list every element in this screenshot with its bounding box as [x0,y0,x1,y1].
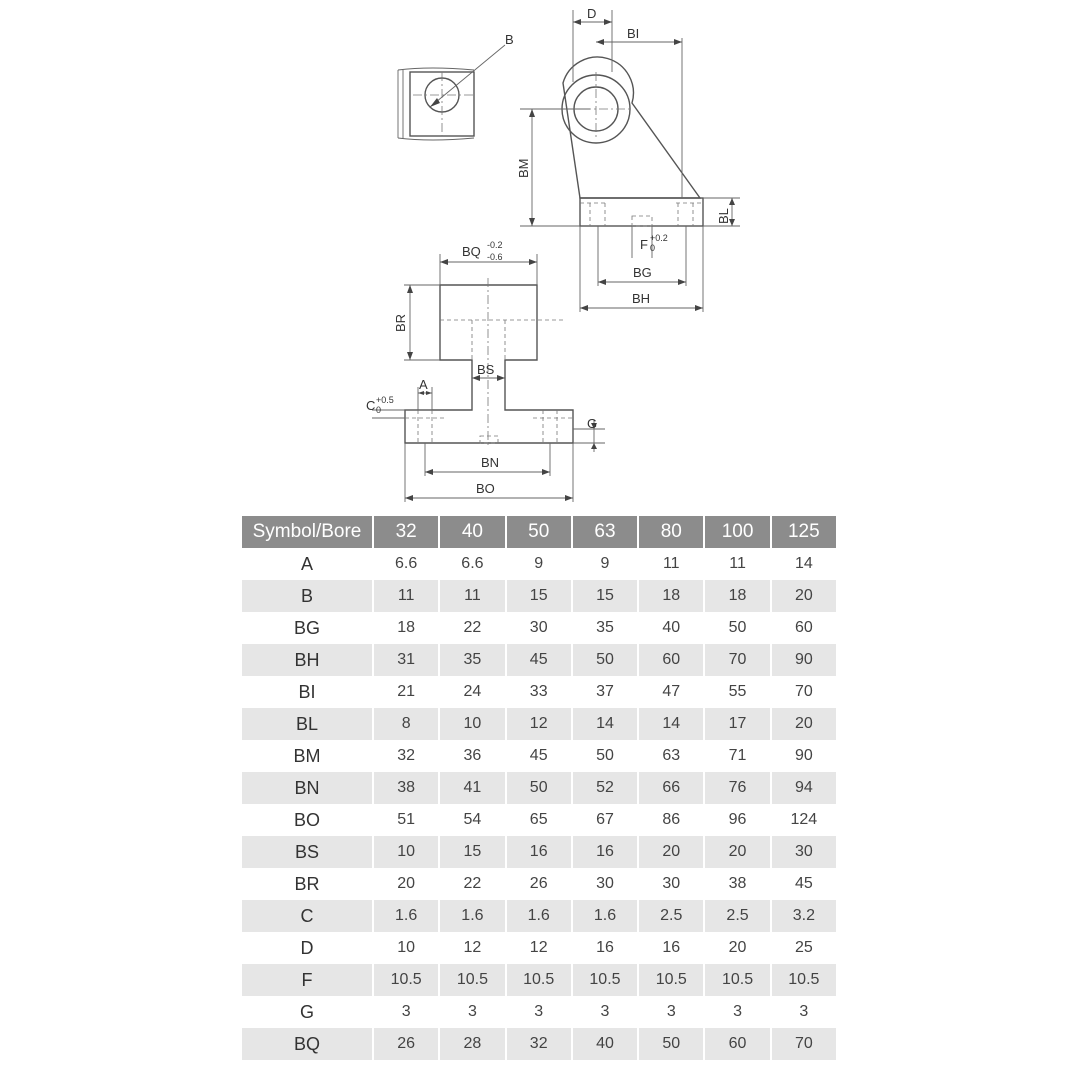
table-cell: 12 [529,939,548,956]
table-cell: 8 [374,708,438,740]
table-row [242,964,836,996]
row-symbol: BI [298,681,316,702]
table-cell: 30 [529,619,548,636]
table-cell: 16 [573,836,637,868]
table-cell: 10.5 [440,964,504,996]
label-c-tol-lower: 0 [376,405,382,415]
table-row [242,996,836,1028]
table-cell: 28 [440,1028,504,1060]
header-bore: 125 [772,516,836,548]
label-f-tol-lower: 0 [650,243,656,253]
table-cell: 21 [397,683,416,700]
table-cell: 16 [662,939,681,956]
mounting-bracket-drawing [0,0,1080,510]
table-cell: 45 [529,747,548,764]
table-cell: 20 [705,836,769,868]
table-cell: 14 [639,708,703,740]
table-cell: 1.6 [507,900,571,932]
row-symbol: F [242,964,372,996]
table-cell: 60 [639,644,703,676]
table-cell: 54 [463,811,482,828]
table-cell: 3 [666,1003,676,1020]
dimension-table [240,516,838,1060]
row-symbol: BR [294,873,320,894]
row-symbol: BQ [242,1028,372,1060]
label-bg: BG [633,265,652,280]
row-symbol: BM [293,745,321,766]
row-symbol: D [300,937,314,958]
table-cell: 20 [772,580,836,612]
table-row [242,804,836,836]
table-cell: 52 [573,772,637,804]
label-c-tol-upper: +0.5 [376,395,394,405]
table-row [242,772,836,804]
table-cell: 10.5 [705,964,769,996]
label-c: C [366,398,376,413]
table-cell: 26 [374,1028,438,1060]
table-cell: 11 [729,555,746,572]
table-cell: 60 [705,1028,769,1060]
table-cell: 1.6 [374,900,438,932]
table-cell: 76 [705,772,769,804]
header-bore: 63 [573,516,637,548]
table-cell: 32 [507,1028,571,1060]
table-cell: 11 [440,580,504,612]
table-cell: 67 [596,811,614,828]
table-cell: 3 [799,1003,809,1020]
table-cell: 10 [397,939,416,956]
table-cell: 30 [772,836,836,868]
table-cell: 20 [772,708,836,740]
table-cell: 14 [794,555,813,572]
table-row [242,708,836,740]
table-cell: 3 [401,1003,411,1020]
table-cell: 50 [596,747,614,764]
table-cell: 10.5 [639,964,703,996]
table-cell: 3 [600,1003,610,1020]
table-cell: 36 [463,747,482,764]
row-symbol: BO [293,809,320,830]
table-cell: 9 [534,555,544,572]
table-cell: 15 [440,836,504,868]
table-cell: 15 [573,580,637,612]
table-cell: 90 [772,644,836,676]
label-a: A [419,377,428,392]
table-row [242,836,836,868]
table-cell: 26 [529,875,548,892]
table-cell: 20 [397,875,416,892]
header-bore: 32 [374,516,438,548]
table-row [242,644,836,676]
label-f-tol-upper: +0.2 [650,233,668,243]
hole-detail-view [398,32,514,140]
table-cell: 22 [463,619,482,636]
header-bore: 100 [705,516,769,548]
table-cell: 70 [705,644,769,676]
row-symbol: BG [293,617,320,638]
label-bl: BL [716,208,731,224]
side-view [516,6,740,312]
row-symbol: BH [242,644,372,676]
table-cell: 10.5 [772,964,836,996]
row-symbol: BL [242,708,372,740]
table-cell: 18 [397,619,416,636]
table-cell: 20 [728,939,747,956]
label-bh: BH [632,291,651,306]
label-bi: BI [627,26,640,41]
table-cell: 38 [374,772,438,804]
table-cell: 12 [463,939,482,956]
table-cell: 70 [772,1028,836,1060]
table-cell: 30 [662,875,681,892]
table-cell: 50 [639,1028,703,1060]
table-cell: 12 [507,708,571,740]
table-cell: 70 [794,683,813,700]
table-row [242,740,836,772]
table-cell: 45 [794,875,813,892]
label-d: D [587,6,597,21]
table-cell: 45 [507,644,571,676]
label-br: BR [393,313,408,332]
row-symbol: BN [242,772,372,804]
label-bn: BN [481,455,500,470]
table-cell: 35 [440,644,504,676]
table-cell: 24 [463,683,482,700]
table-row [242,548,836,580]
table-cell: 11 [374,580,438,612]
table-cell: 71 [728,747,747,764]
table-cell: 6.6 [395,555,418,572]
table-cell: 30 [596,875,614,892]
table-cell: 10.5 [374,964,438,996]
label-bm: BM [516,158,531,178]
row-symbol: B [242,580,372,612]
table-row [242,1028,836,1060]
table-cell: 55 [728,683,747,700]
table-cell: 63 [662,747,681,764]
table-cell: 50 [573,644,637,676]
table-cell: 10 [440,708,504,740]
table-cell: 124 [790,811,818,828]
table-cell: 41 [440,772,504,804]
table-row [242,932,836,964]
table-cell: 3 [733,1003,742,1020]
table-cell: 60 [794,619,813,636]
header-bore: 50 [507,516,571,548]
table-cell: 86 [662,811,681,828]
label-bq-tol-lower: -0.6 [487,252,503,262]
table-cell: 6.6 [461,555,484,572]
table-cell: 10 [374,836,438,868]
row-symbol: BS [242,836,372,868]
table-cell: 1.6 [573,900,637,932]
header-symbol-bore: Symbol/Bore [242,516,372,548]
table-cell: 20 [639,836,703,868]
table-cell: 10.5 [573,964,637,996]
table-cell: 96 [728,811,747,828]
table-row [242,580,836,612]
table-body [242,548,836,1060]
table-header-row [242,516,836,548]
table-cell: 16 [596,939,614,956]
table-cell: 94 [772,772,836,804]
table-cell: 51 [397,811,416,828]
table-cell: 11 [662,555,680,572]
table-row [242,868,836,900]
table-cell: 16 [507,836,571,868]
table-cell: 40 [573,1028,637,1060]
label-bq-tol-upper: -0.2 [487,240,503,250]
front-view [366,240,605,502]
table-cell: 50 [507,772,571,804]
header-bore: 40 [440,516,504,548]
table-row [242,612,836,644]
table-cell: 18 [639,580,703,612]
table-cell: 9 [600,555,610,572]
label-b: B [505,32,514,47]
table-cell: 3.2 [772,900,836,932]
table-cell: 1.6 [440,900,504,932]
table-cell: 14 [573,708,637,740]
table-cell: 17 [705,708,769,740]
label-g: G [587,416,598,431]
table-cell: 2.5 [705,900,769,932]
label-bo: BO [476,481,495,496]
label-bs: BS [477,362,495,377]
table-cell: 65 [529,811,548,828]
table-cell: 10.5 [507,964,571,996]
table-cell: 33 [529,683,548,700]
row-symbol: A [300,553,313,574]
table-row [242,676,836,708]
row-symbol: C [242,900,372,932]
table-cell: 32 [397,747,416,764]
table-cell: 47 [662,683,681,700]
label-f: F [640,237,648,252]
table-cell: 31 [374,644,438,676]
table-cell: 22 [463,875,482,892]
table-cell: 3 [467,1003,477,1020]
table-cell: 90 [794,747,813,764]
table-cell: 25 [794,939,813,956]
table-cell: 40 [662,619,681,636]
table-cell: 35 [596,619,614,636]
table-cell: 38 [728,875,747,892]
table-row [242,900,836,932]
header-bore: 80 [639,516,703,548]
table-cell: 50 [728,619,747,636]
table-cell: 37 [596,683,614,700]
label-bq: BQ [462,244,481,259]
row-symbol: G [299,1001,314,1022]
table-cell: 66 [639,772,703,804]
table-cell: 15 [507,580,571,612]
table-cell: 2.5 [639,900,703,932]
table-cell: 18 [705,580,769,612]
table-cell: 3 [534,1003,544,1020]
